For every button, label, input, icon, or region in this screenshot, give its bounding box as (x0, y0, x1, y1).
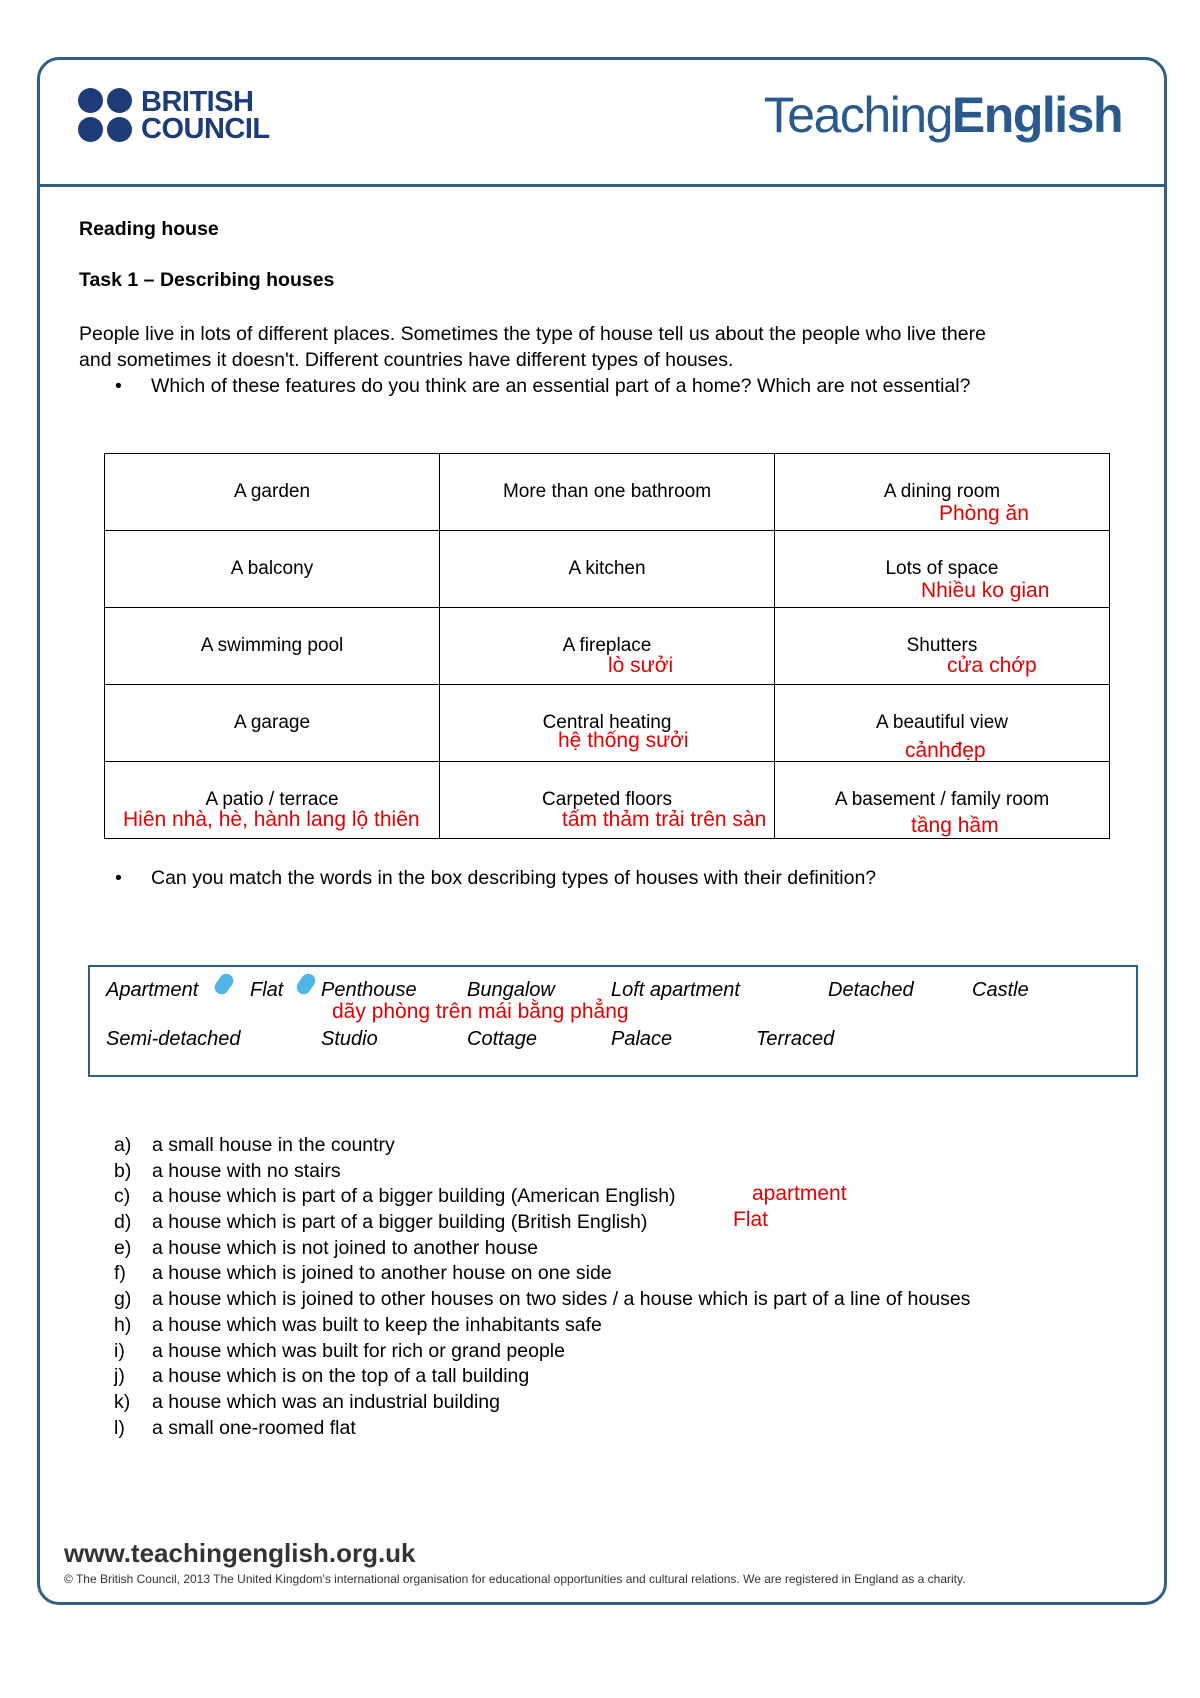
handwritten-note: hệ thống sưởi (558, 729, 689, 752)
table-cell (105, 531, 440, 608)
list-text: a house which is on the top of a tall building (152, 1365, 530, 1388)
cell-label: Lots of space (885, 558, 999, 579)
cell-label: A garage (233, 712, 311, 733)
teaching-english-logo (764, 86, 1122, 144)
cell-label: Central heating (542, 712, 672, 733)
highlight-mark (212, 971, 236, 997)
list-letter: j) (114, 1365, 125, 1388)
cell-label: More than one bathroom (502, 481, 712, 502)
handwritten-note: tầng hầm (911, 814, 999, 837)
list-letter: c) (114, 1185, 131, 1208)
table-row (105, 454, 1110, 531)
word-item: Cottage (467, 1028, 538, 1050)
list-text: a house which was built to keep the inhabitants safe (152, 1313, 602, 1336)
page-title: Reading house (79, 218, 219, 240)
cell-label: A kitchen (568, 558, 646, 579)
list-letter: l) (114, 1416, 125, 1439)
table-cell (105, 608, 440, 685)
word-item: Flat (250, 979, 284, 1001)
footer-copyright: © The British Council, 2013 The United Kingdom's international organisation for educational opportunities and cultural relations. We are registered in England as a charity. (64, 1572, 966, 1586)
word-item: Detached (828, 979, 914, 1001)
list-text: a house with no stairs (152, 1159, 341, 1182)
cell-label: A garden (233, 481, 311, 502)
list-text: a house which is part of a bigger building (British English) (152, 1211, 648, 1234)
logo-line-british: BRITISH (141, 85, 254, 118)
list-text: a house which was an industrial building (152, 1390, 500, 1413)
list-text: a house which is joined to other houses on two sides / a house which is part of a line of houses (152, 1288, 971, 1311)
cell-label: A swimming pool (200, 635, 344, 656)
list-text: a house which is part of a bigger building (American English) (152, 1185, 676, 1208)
handwritten-note: dãy phòng trên mái bằng phẳng (332, 1000, 629, 1023)
handwritten-note: Hiên nhà, hè, hành lang lộ thiên (123, 808, 420, 831)
word-item: Terraced (756, 1028, 835, 1050)
word-item: Palace (611, 1028, 673, 1050)
word-item: Loft apartment (611, 979, 740, 1001)
list-letter: a) (114, 1134, 132, 1156)
handwritten-note: Nhiều ko gian (921, 579, 1050, 602)
bullet-icon: • (115, 375, 122, 397)
handwritten-answer: apartment (752, 1182, 847, 1206)
list-letter: k) (114, 1390, 131, 1413)
list-letter: g) (114, 1288, 132, 1311)
table-cell (775, 762, 1110, 839)
list-letter: i) (114, 1339, 125, 1362)
handwritten-note: lò sưởi (608, 654, 674, 677)
word-item: Semi-detached (106, 1028, 241, 1050)
table-cell (440, 685, 775, 762)
word-item: Bungalow (467, 979, 555, 1001)
table-row (105, 531, 1110, 608)
table-row (105, 762, 1110, 839)
features-table (104, 453, 1110, 839)
cell-label: A beautiful view (875, 712, 1009, 733)
list-letter: h) (114, 1313, 132, 1336)
cell-label: A dining room (883, 481, 1001, 502)
handwritten-note: Phòng ăn (939, 502, 1029, 525)
british-council-logo (78, 85, 270, 145)
table-cell (775, 685, 1110, 762)
word-box (88, 965, 1138, 1077)
list-letter: b) (114, 1159, 132, 1182)
cell-label: A balcony (230, 558, 314, 579)
bullet-text-1: Which of these features do you think are an essential part of a home? Which are not essential? (151, 375, 971, 397)
intro-paragraph (79, 321, 1119, 373)
intro-line-1: People live in lots of different places. Sometimes the type of house tell us about the people who live there (79, 323, 986, 345)
word-item: Studio (321, 1028, 378, 1050)
list-letter: f) (114, 1262, 126, 1285)
table-cell (105, 762, 440, 839)
cell-label: A patio / terrace (205, 789, 339, 810)
word-item: Apartment (106, 979, 199, 1001)
logo-line-council: COUNCIL (141, 112, 270, 145)
list-text: a house which is not joined to another house (152, 1236, 538, 1259)
cell-label: Shutters (906, 635, 978, 656)
task-heading: Task 1 – Describing houses (79, 269, 335, 291)
handwritten-answer: Flat (733, 1208, 769, 1232)
handwritten-note: cảnhđẹp (905, 739, 986, 762)
footer-url-link[interactable]: www.teachingenglish.org.uk (64, 1538, 416, 1568)
british-council-dots-icon (78, 88, 133, 143)
bullet-icon: • (115, 867, 122, 889)
intro-line-2: and sometimes it doesn't. Different countries have different types of houses. (79, 349, 734, 371)
list-letter: e) (114, 1236, 132, 1259)
highlight-mark (294, 971, 318, 997)
table-cell (775, 608, 1110, 685)
header-divider (37, 184, 1167, 187)
handwritten-note: cửa chớp (947, 654, 1037, 677)
list-letter: d) (114, 1211, 132, 1234)
cell-label: A fireplace (562, 635, 652, 656)
list-text: a small house in the country (152, 1134, 395, 1156)
logo-teaching: Teaching (763, 87, 952, 143)
cell-label: Carpeted floors (542, 789, 672, 810)
list-text: a small one-roomed flat (152, 1416, 356, 1439)
table-row (105, 608, 1110, 685)
logo-english: English (951, 87, 1122, 143)
word-item: Castle (972, 979, 1029, 1001)
word-item: Penthouse (321, 979, 417, 1001)
table-row (105, 685, 1110, 762)
table-cell (440, 608, 775, 685)
table-cell (775, 454, 1110, 531)
table-cell (105, 454, 440, 531)
cell-label: A basement / family room (834, 789, 1050, 810)
table-cell (105, 685, 440, 762)
table-cell (440, 762, 775, 839)
table-cell (440, 531, 775, 608)
table-cell (775, 531, 1110, 608)
list-text: a house which is joined to another house on one side (152, 1262, 612, 1285)
bullet-text-2: Can you match the words in the box describing types of houses with their definition? (151, 867, 877, 889)
list-text: a house which was built for rich or grand people (152, 1339, 565, 1362)
table-cell (440, 454, 775, 531)
handwritten-note: tấm thảm trải trên sàn (562, 808, 767, 831)
